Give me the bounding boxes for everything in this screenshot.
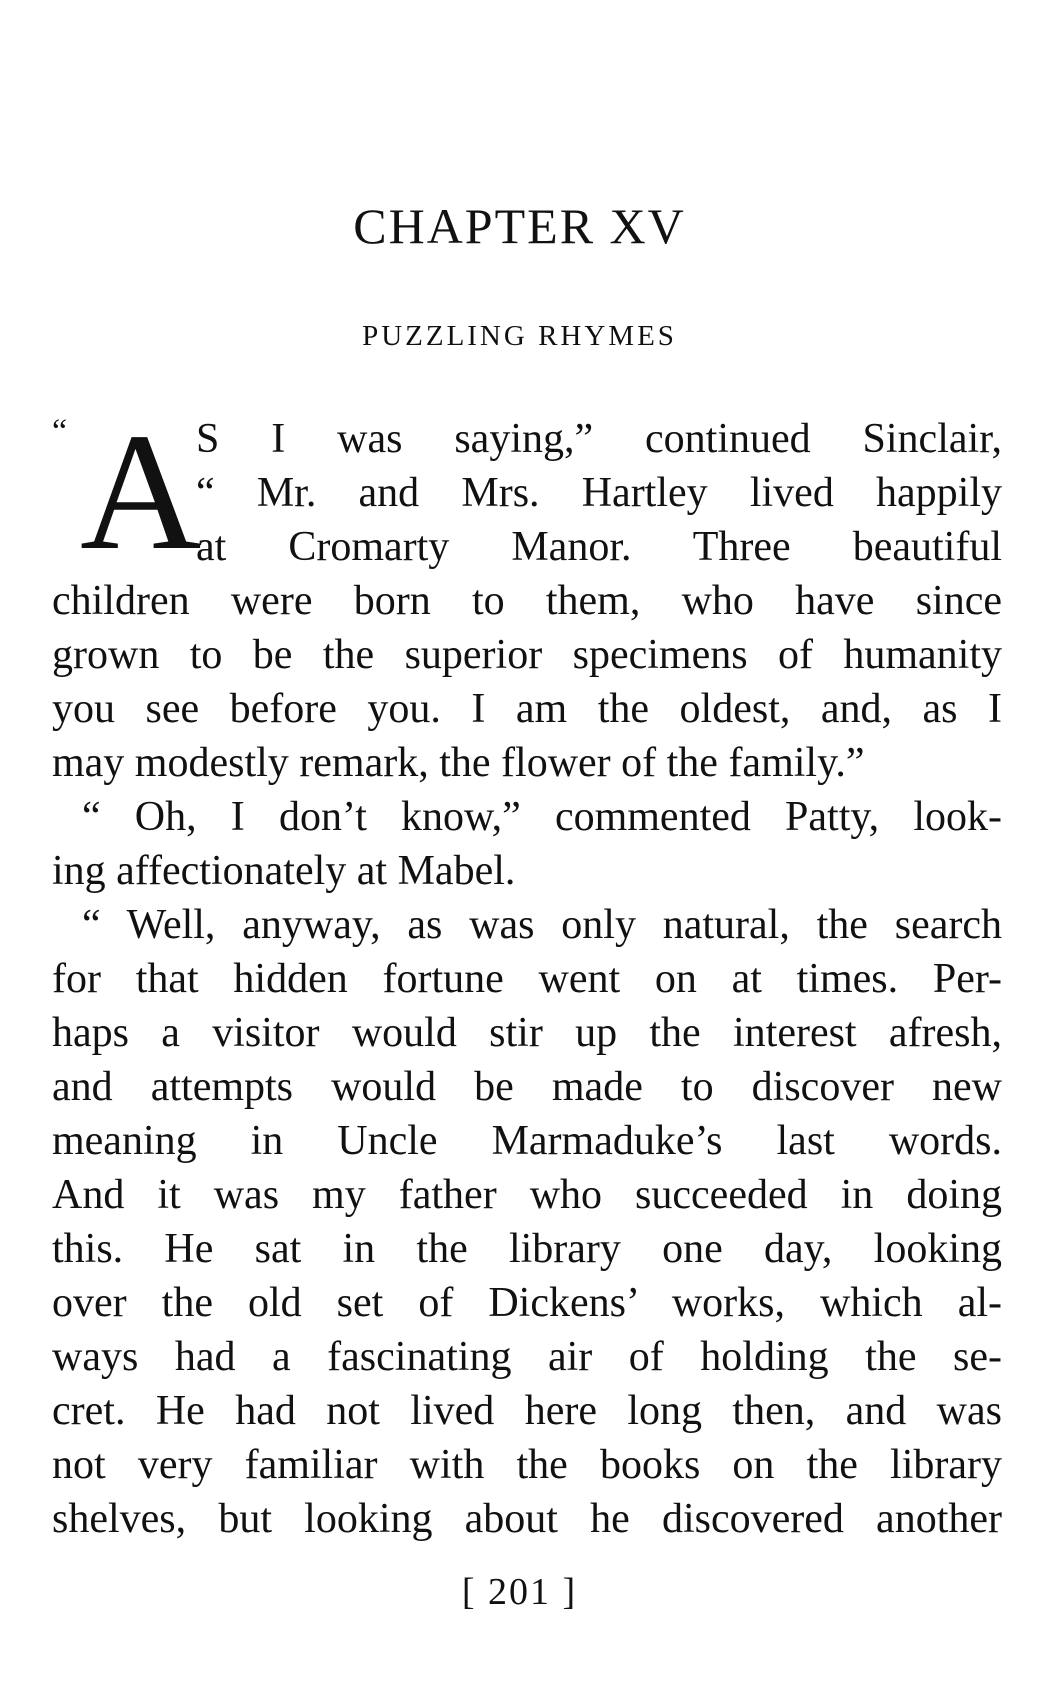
- text-line: children were born to them, who have since: [52, 578, 1002, 624]
- drop-cap-lines: [196, 412, 1002, 574]
- text-line: “ Mr. and Mrs. Hartley lived happily: [196, 470, 1002, 516]
- text-line: this. He sat in the library one day, looking: [52, 1226, 1002, 1272]
- text-line: haps a visitor would stir up the interest afresh,: [52, 1010, 1002, 1056]
- text-line: S I was saying,” continued Sinclair,: [196, 416, 1002, 462]
- text-line: ways had a fascinating air of holding the se-: [52, 1334, 1002, 1380]
- text-line: ing affectionately at Mabel.: [52, 848, 516, 894]
- text-line: at Cromarty Manor. Three beautiful: [196, 524, 1002, 570]
- text-line: grown to be the superior specimens of humanity: [52, 632, 1002, 678]
- chapter-subtitle: PUZZLING RHYMES: [362, 320, 677, 352]
- text-line: and attempts would be made to discover new: [52, 1064, 1002, 1110]
- page-number: [ 201 ]: [461, 1571, 578, 1613]
- text-line: “ Oh, I don’t know,” commented Patty, look-: [82, 794, 1002, 840]
- text-line: “ Well, anyway, as was only natural, the search: [82, 902, 1002, 948]
- body-text: [52, 574, 1002, 1546]
- text-line: may modestly remark, the flower of the family.”: [52, 740, 865, 786]
- text-line: for that hidden fortune went on at times. Per-: [52, 956, 1002, 1002]
- drop-cap: A: [80, 399, 202, 585]
- opening-quote: “: [52, 413, 68, 450]
- text-line: not very familiar with the books on the library: [52, 1442, 1002, 1488]
- text-line: over the old set of Dickens’ works, which al-: [52, 1280, 1002, 1326]
- text-line: shelves, but looking about he discovered another: [52, 1496, 1002, 1542]
- text-line: cret. He had not lived here long then, and was: [52, 1388, 1002, 1434]
- text-line: And it was my father who succeeded in doing: [52, 1172, 1002, 1218]
- text-line: meaning in Uncle Marmaduke’s last words.: [52, 1118, 1002, 1164]
- text-line: you see before you. I am the oldest, and, as I: [52, 686, 1002, 732]
- chapter-title: CHAPTER XV: [353, 198, 686, 254]
